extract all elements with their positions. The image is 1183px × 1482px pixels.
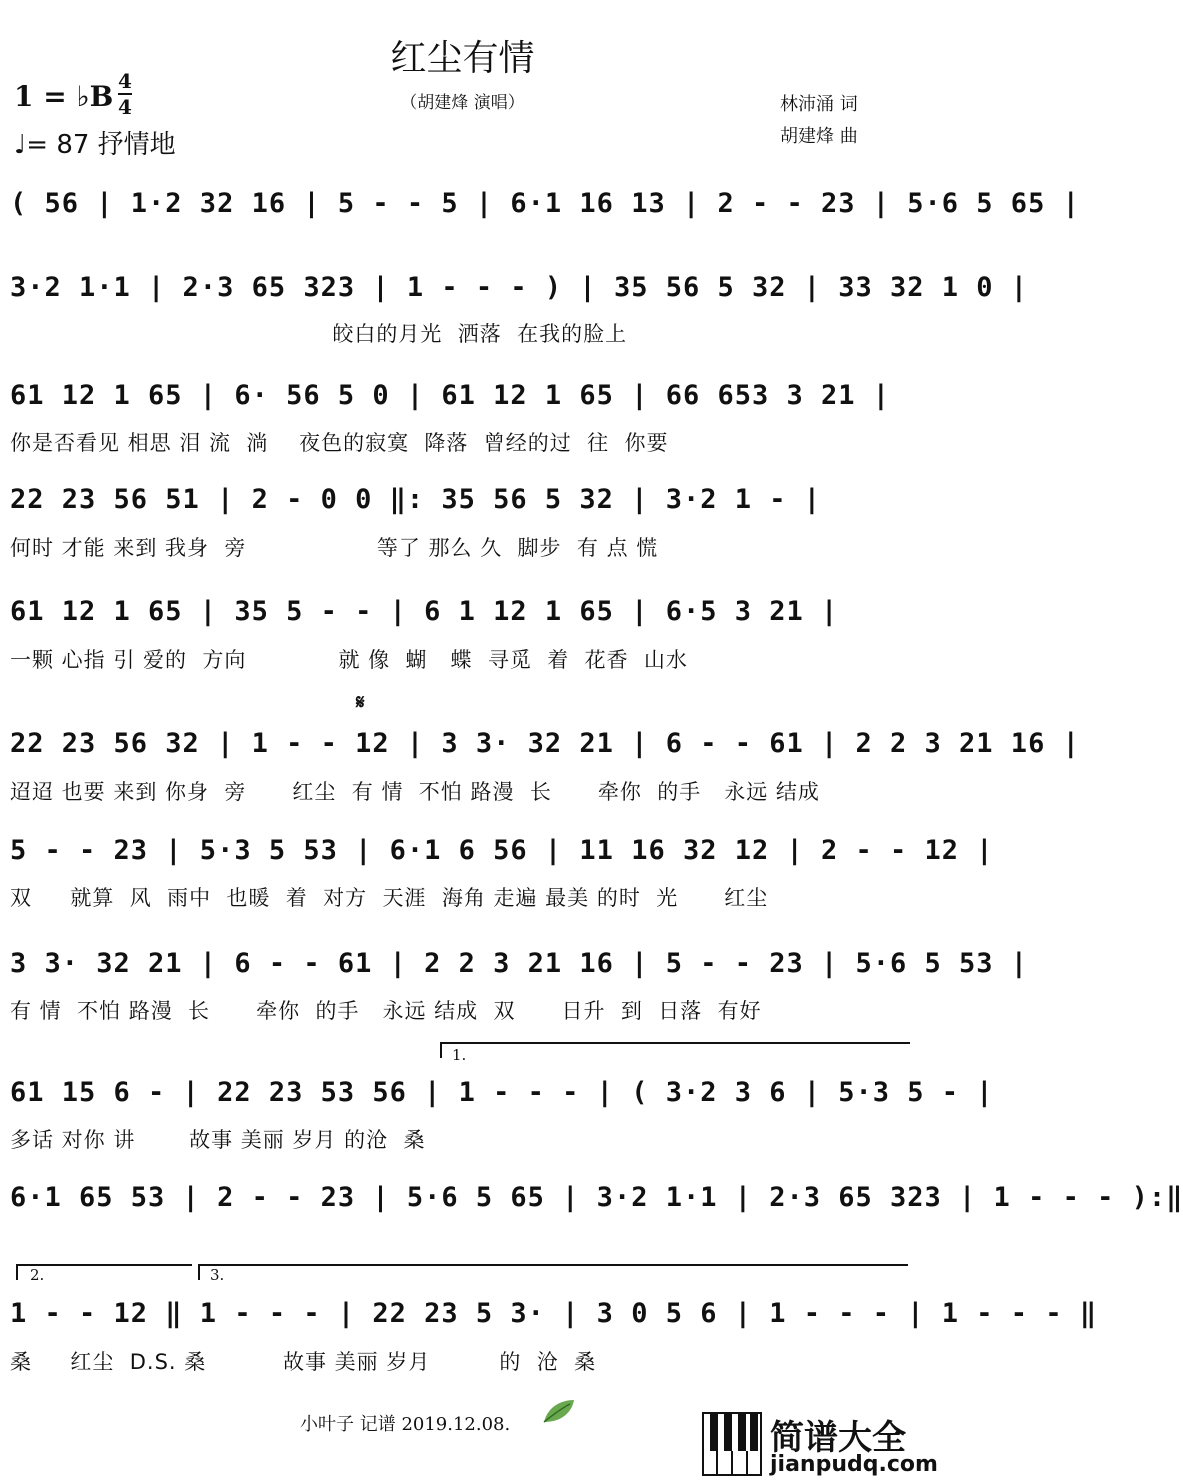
song-title: 红尘有情 xyxy=(390,38,535,79)
site-logo-url: jianpudq.com xyxy=(770,1452,938,1477)
lyric-line-4: 何时 才能 来到 我身 旁 等了 那么 久 脚步 有 点 慌 xyxy=(10,536,659,560)
time-signature xyxy=(118,70,132,118)
time-signature-top: 4 xyxy=(118,69,132,93)
score-line-11: 1 - - 12 ‖ 1 - - - | 22 23 5 3· | 3 0 5 6 | 1 - - - | 1 - - - ‖ xyxy=(10,1298,1098,1329)
score-line-6: 22 23 56 32 | 1 - - 12 | 3 3· 32 21 | 6 - - 61 | 2 2 3 21 16 | xyxy=(10,728,1080,759)
volta-label-3: 3. xyxy=(210,1266,225,1284)
score-line-9: 61 15 6 - | 22 23 53 56 | 1 - - - | ( 3·2 3 6 | 5·3 5 - | xyxy=(10,1077,994,1108)
score-line-7: 5 - - 23 | 5·3 5 53 | 6·1 6 56 | 11 16 32 12 | 2 - - 12 | xyxy=(10,835,994,866)
time-signature-bottom: 4 xyxy=(118,95,132,119)
volta-bracket-1 xyxy=(440,1042,910,1058)
score-line-5: 61 12 1 65 | 35 5 - - | 6 1 12 1 65 | 6·5 3 21 | xyxy=(10,596,839,627)
score-line-10: 6·1 65 53 | 2 - - 23 | 5·6 5 65 | 3·2 1·1 | 2·3 65 323 | 1 - - - ):‖ xyxy=(10,1182,1183,1213)
lyric-line-11: 桑 红尘 D.S. 桑 故事 美丽 岁月 的 沧 桑 xyxy=(10,1350,597,1374)
key-signature: 1 = ♭B xyxy=(14,80,114,113)
piano-logo-icon xyxy=(702,1412,762,1476)
lyric-line-6: 迢迢 也要 来到 你身 旁 红尘 有 情 不怕 路漫 长 牵你 的手 永远 结成 xyxy=(10,780,820,804)
score-line-3: 61 12 1 65 | 6· 56 5 0 | 61 12 1 65 | 66 653 3 21 | xyxy=(10,380,891,411)
volta-label-1: 1. xyxy=(452,1046,467,1064)
site-logo-text: 简谱大全 xyxy=(770,1418,906,1458)
score-line-8: 3 3· 32 21 | 6 - - 61 | 2 2 3 21 16 | 5 - - 23 | 5·6 5 53 | xyxy=(10,948,1029,979)
performer-subtitle: （胡建烽 演唱） xyxy=(400,93,525,113)
tempo-marking: ♩= 87 抒情地 xyxy=(14,130,176,160)
transcriber-note: 小叶子 记谱 2019.12.08. xyxy=(300,1414,511,1435)
lyric-line-3: 你是否看见 相思 泪 流 淌 夜色的寂寞 降落 曾经的过 往 你要 xyxy=(10,431,669,455)
lyric-line-7: 双 就算 风 雨中 也暖 着 对方 天涯 海角 走遍 最美 的时 光 红尘 xyxy=(10,886,769,910)
lyric-line-8: 有 情 不怕 路漫 长 牵你 的手 永远 结成 双 日升 到 日落 有好 xyxy=(10,999,762,1023)
score-line-2: 3·2 1·1 | 2·3 65 323 | 1 - - - ) | 35 56 5 32 | 33 32 1 0 | xyxy=(10,272,1029,303)
lyric-line-9: 多话 对你 讲 故事 美丽 岁月 的沧 桑 xyxy=(10,1128,426,1152)
volta-label-2: 2. xyxy=(30,1266,45,1284)
score-line-4: 22 23 56 51 | 2 - 0 0 ‖: 35 56 5 32 | 3·2 1 - | xyxy=(10,484,822,515)
segno-sign: 𝄋 xyxy=(356,690,365,714)
volta-bracket-3 xyxy=(198,1264,908,1280)
score-line-1: ( 56 | 1·2 32 16 | 5 - - 5 | 6·1 16 13 | 2 - - 23 | 5·6 5 65 | xyxy=(10,188,1080,219)
lyric-line-5: 一颗 心指 引 爱的 方向 就 像 蝴 蝶 寻觅 着 花香 山水 xyxy=(10,648,688,672)
leaf-icon xyxy=(540,1396,578,1426)
lyricist-credit: 林沛涌 词 xyxy=(780,94,858,115)
lyric-line-2: 皎白的月光 洒落 在我的脸上 xyxy=(10,322,628,346)
composer-credit: 胡建烽 曲 xyxy=(780,126,858,147)
